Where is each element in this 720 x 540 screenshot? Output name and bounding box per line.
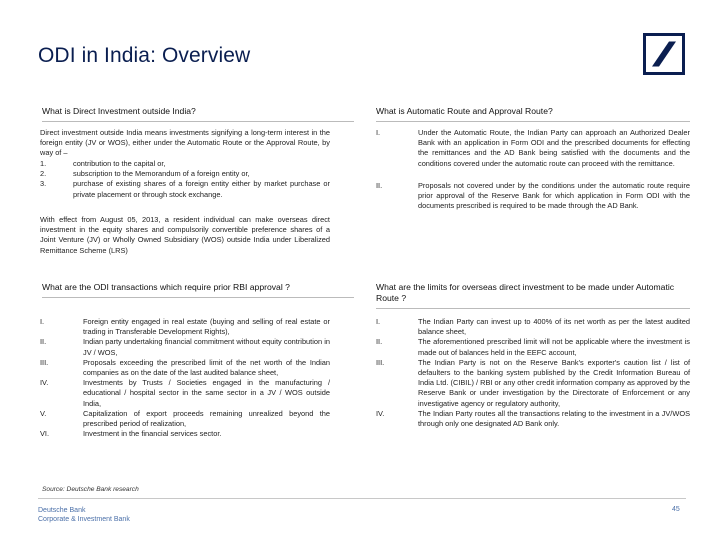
q3-list-item <box>40 358 330 378</box>
q3-list-text: Capitalization of export proceeds remaining unrealized beyond the prescribed period of realization, <box>83 408 330 429</box>
q4-list-item <box>376 409 690 429</box>
q2-list-text: Proposals not covered under by the conditions under the automatic route require prior approval of the Reserve Bank for which application in Form ODI with the documents prescribed is required to be made through the AD Bank. <box>418 180 690 211</box>
q1-list-text: purchase of existing shares of a foreign entity either by market purchase or private placement or through stock exchange. <box>73 179 330 199</box>
q3-list-text: Investments by Trusts / Societies engaged in the manufacturing / educational / hospital sector in the same sector in a JV / WOS outside India, <box>83 378 330 408</box>
q1-list-text: contribution to the capital or, <box>73 159 166 168</box>
q4-list-num: IV. <box>376 408 385 418</box>
q3-list-num: II. <box>40 337 47 347</box>
q2-list-text: Under the Automatic Route, the Indian Party can approach an Authorized Dealer Bank with an application in Form ODI and the prescribed documents for effecting the remittances and the AD Bank being satisfied with the documents and the conditions covered under the automatic route can proceed with the remittance. <box>418 128 690 168</box>
q1-list-item <box>40 159 330 169</box>
q2-list-item <box>376 128 690 169</box>
deutsche-bank-logo <box>643 33 685 75</box>
q1-list-num: 3. <box>40 179 47 189</box>
q3-list-text: Investment in the financial services sector. <box>83 429 222 439</box>
q3-heading: What are the ODI transactions which require prior RBI approval ? <box>42 282 354 298</box>
q1-list-num: 2. <box>40 169 47 179</box>
q1-list-item <box>40 169 330 179</box>
page-title: ODI in India: Overview <box>38 44 251 67</box>
q3-list-item <box>40 429 330 439</box>
q3-list-item <box>40 378 330 409</box>
q1-paragraph: With effect from August 05, 2013, a resident individual can make overseas direct investment in the equity shares and compulsorily convertible preference shares of a Joint Venture (JV) or Wholly Owned Subsidiary (WOS) outside India under Liberalized Remittance Scheme (LRS) <box>40 215 330 255</box>
q2-list-item <box>376 181 690 212</box>
q4-list-num: II. <box>376 337 383 347</box>
q2-list-num: I. <box>376 128 381 137</box>
q3-list <box>40 317 330 439</box>
q3-list-item <box>40 337 330 357</box>
footer-divider <box>38 498 686 499</box>
q1-intro: Direct investment outside India means investments signifying a long-term interest in the foreign entity (JV or WOS), either under the Automatic Route or the Approval Route, by way of – <box>40 128 330 158</box>
q1-heading: What is Direct Investment outside India? <box>42 106 354 122</box>
q3-list-num: IV. <box>40 378 49 388</box>
q4-list-item <box>376 337 690 357</box>
q4-list-num: III. <box>376 357 385 367</box>
q4-list-text: The Indian Party routes all the transactions relating to the investment in a JV/WOS through only one designated AD Bank only. <box>418 408 690 429</box>
q4-list-num: I. <box>376 317 381 326</box>
q1-list-text: subscription to the Memorandum of a foreign entity or, <box>73 169 250 179</box>
q3-list-num: V. <box>40 408 47 418</box>
q4-list-text: The Indian Party is not on the Reserve Bank's exporter's caution list / list of defaulters to the banking system published by the Credit Information Bureau of India Ltd. (CIBIL) / RBI or any other credit information company as approved by the Reserve Bank or under investigation by the Directorate of Enforcement or any investigative agency or regulatory authority, <box>418 357 690 408</box>
q3-list-num: III. <box>40 357 49 367</box>
q3-list-text: Foreign entity engaged in real estate (buying and selling of real estate or trading in Transferable Development Rights), <box>83 317 330 337</box>
q4-list-text: The aforementioned prescribed limit will not be applicable where the investment is made out of balances held in the EEFC account, <box>418 337 690 357</box>
q3-list-num: I. <box>40 317 45 326</box>
page-number: 45 <box>672 506 680 513</box>
q3-list-item <box>40 409 330 429</box>
q3-list-num: VI. <box>40 429 50 439</box>
q3-list-text: Proposals exceeding the prescribed limit of the net worth of the Indian companies as on the date of the last audited balance sheet, <box>83 357 330 378</box>
q3-list-item <box>40 317 330 337</box>
q4-list-text: The Indian Party can invest up to 400% of its net worth as per the latest audited balance sheet, <box>418 317 690 337</box>
q2-list <box>376 128 690 211</box>
q4-heading: What are the limits for overseas direct investment to be made under Automatic Route ? <box>376 282 690 309</box>
q3-list-text: Indian party undertaking financial commitment without equity contribution in JV / WOS, <box>83 337 330 357</box>
q1-list <box>40 159 330 200</box>
footer-brand-name: Deutsche Bank <box>38 507 86 514</box>
q4-list-item <box>376 317 690 337</box>
q1-list-num: 1. <box>40 159 47 168</box>
q4-list-item <box>376 358 690 409</box>
footer-brand <box>38 506 130 524</box>
q4-list <box>376 317 690 429</box>
q1-list-item <box>40 179 330 199</box>
q2-list-num: II. <box>376 180 383 190</box>
source-note: Source: Deutsche Bank research <box>42 486 139 493</box>
footer-brand-division: Corporate & Investment Bank <box>38 516 130 523</box>
q2-heading: What is Automatic Route and Approval Route? <box>376 106 690 122</box>
